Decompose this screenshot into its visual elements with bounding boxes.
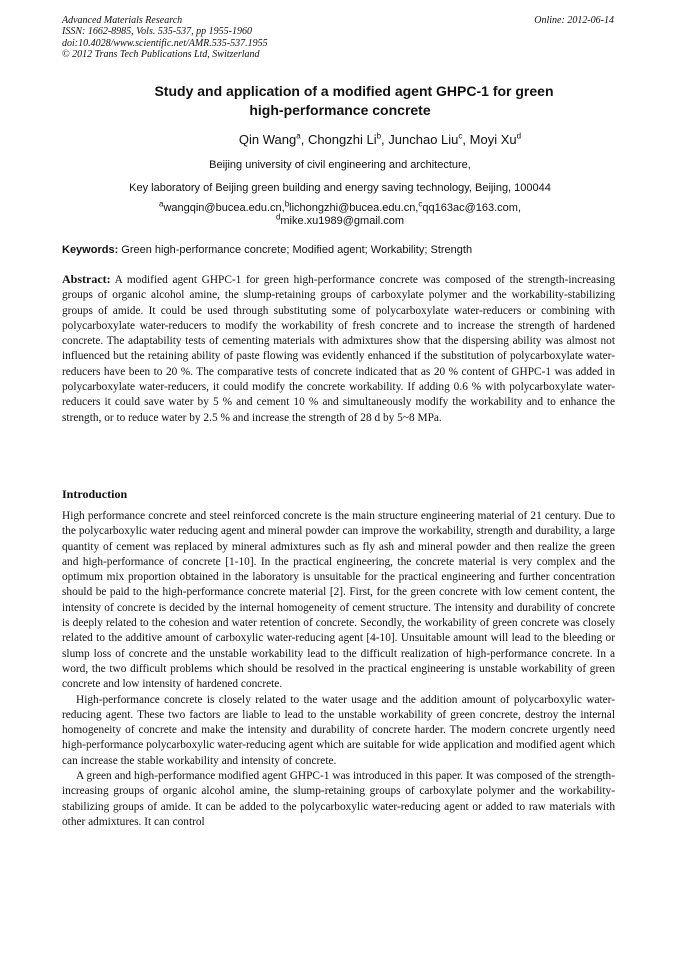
abstract-text: A modified agent GHPC-1 for green high-performance concrete was composed of the strength-increasing groups of organic alcohol amine, the slump-retaining groups of carboxylate polymer and the workability-stabilizing groups of amide. It could be used through substituting some of polycarboxylate water-reducers or combining with polycarboxylate water-reducers to modify the workability of fresh concrete and to increase the strength of hardened concrete. The adaptability tests of cementing materials with admixtures show that the dispersing ability was almost not influenced but the retaining ability of paste flowing was evidently enhanced if the substitution of polycarboxylate water-reducers have been to 20 %. The comparative tests of concrete indicated that as 20 % content of GHPC-1 was added in polycarboxylate water-reducers, it could modify the concrete workability. If adding 0.6 % with polycarboxylate water-reducers it could save water by 5 % and cement 10 % and simultaneously modify the workability and to enhance the strength, or to reduce water by 2.5 % and increase the strength of 28 d by 5~8 MPa. [62,274,615,424]
email-d[interactable]: mike.xu1989@gmail.com [280,215,405,227]
paper-title [62,82,618,120]
keywords-label: Keywords: [62,244,119,256]
affiliation-line-2: Key laboratory of Beijing green building and energy saving technology, Beijing, 100044 [129,182,551,194]
issn-line: ISSN: 1662-8985, Vols. 535-537, pp 1955-1960 [62,26,252,38]
intro-paragraph-1: High performance concrete and steel reinforced concrete is the main structure engineering material of 21 century. Due to the polycarboxylic water reducing agent and mineral powder can improve the workability, strength and durability, a large quantity of cement was replaced by mineral admixtures such as fly ash and mineral powder and then realize the green and high-performance of concrete [1-10]. In the practical engineering, the concrete material is very complex and the optimum mix proportion obtained in the laboratory is unsuitable for the practical engineering and further concentration should be paid to the high-performance concrete material [2]. First, for the green concrete with low cement content, the intensity of concrete is decided by the internal homogeneity of cement structure. The intensity and durability of concrete is deeply related to the cohesion and water retention of concrete. Secondly, the workability of green concrete was closely related to the additive amount of carboxylic water-reducing agent [4-10]. Unsuitable amount will lead to the bleeding or slump loss of concrete and the unstable workability lead to the difficult realization of high-performance concrete. In a word, the two difficult problems which should be resolved in the practical engineering is unstable workability of green concrete and low intensity of hardened concrete. [62,510,615,691]
email-line-1 [62,201,618,215]
author-name: Junchao Liu [388,132,459,147]
online-date: Online: 2012-06-14 [534,15,614,26]
author-sep: , [300,132,308,147]
author-sup: c [458,131,463,141]
abstract-label: Abstract: [62,272,111,286]
author-sep: , [462,132,470,147]
author-name: Moyi Xu [469,132,517,147]
email-line-2 [62,214,618,228]
author-sup: a [296,131,301,141]
email-sup: d [275,212,281,222]
abstract [62,272,615,426]
introduction-body [62,509,615,830]
email-c[interactable]: qq163ac@163.com, [422,202,521,214]
author-name: Qin Wang [238,132,297,147]
affiliation-line-1: Beijing university of civil engineering and architecture, [209,159,471,171]
doi-line[interactable]: doi:10.4028/www.scientific.net/AMR.535-537.1955 [62,37,268,49]
intro-paragraph-2: High-performance concrete is closely related to the water usage and the addition amount of polycarboxylic water-reducing agent. These two factors are liable to lead to the unstable workability of green concrete, destroy the internal homogeneity of concrete and make the intensity and durability of concrete harder. The modern concrete urgently need high-performance polycarboxylic water-reducing agent which are suitable for wide application and modified agent which can increase the stable workability and intensity of concrete. [62,693,615,767]
author-list [62,131,618,149]
keywords-text: Green high-performance concrete; Modified agent; Workability; Strength [118,244,473,256]
journal-name: Advanced Materials Research [62,15,183,26]
email-sup: b [284,199,290,209]
author-sup: b [376,131,382,141]
email-sup: a [159,199,164,209]
journal-header [62,15,618,60]
email-a[interactable]: wangqin@bucea.edu.cn, [163,202,285,214]
author-sup: d [516,131,522,141]
title-line-2: high-performance concrete [249,102,431,118]
author-name: Chongzhi Li [307,132,377,147]
title-line-1: Study and application of a modified agent GHPC-1 for green [154,83,554,99]
intro-paragraph-3: A green and high-performance modified agent GHPC-1 was introduced in this paper. It was composed of the strength-increasing groups of organic alcohol amine, the slump-retaining groups of carboxylate polymer and the workability-stabilizing groups of amide. It can be added to the polycarboxylic water-reducing agent or added to raw materials with other admixtures. It can control [62,770,615,828]
email-b[interactable]: lichongzhi@bucea.edu.cn, [289,202,419,214]
email-sup: c [418,199,423,209]
author-sep: , [381,132,389,147]
copyright-line: © 2012 Trans Tech Publications Ltd, Switzerland [62,48,260,60]
keywords [62,243,618,257]
section-heading-introduction: Introduction [62,487,128,501]
